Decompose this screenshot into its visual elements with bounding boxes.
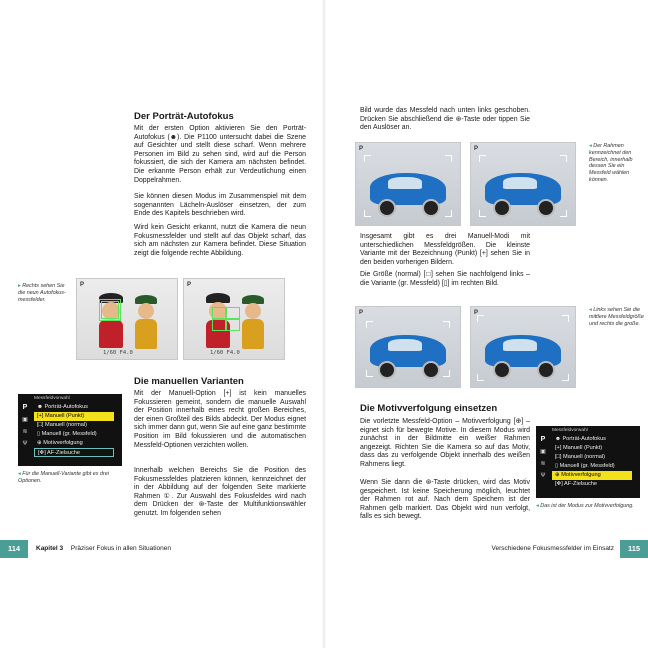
mode-badge: P: [474, 310, 479, 316]
para-manual-2: Innerhalb welchen Bereichs Sie die Position des Fokusmessfeldes platzieren können, kennzeichnet der in der Abbildung auf der folgenden Seite markierte Rahmen ①. Zur Auswahl des Fokusfeldes wird nach dem Drücken der ⊛-Taste der Multifunktionswähler genutzt. Im folgenden sehen: [134, 467, 306, 517]
menu-item-manual-wide[interactable]: ▯ Manuell (gr. Messfeld): [555, 463, 615, 469]
caption-field-sizes: ◂ Links sehen Sie die mittlere Messfeldgröße und rechts die große.: [589, 307, 644, 327]
mode-badge: P: [474, 146, 479, 152]
af-area-menu: [18, 394, 122, 466]
af-field: [226, 319, 240, 331]
photo-car-1: [355, 142, 461, 226]
mode-badge: P: [80, 282, 85, 288]
af-area-menu-tracking: [536, 426, 640, 498]
af-field: [212, 319, 226, 331]
caption-manual-options: ◂ Für die Manuell-Variante gibt es drei Optionen.: [18, 471, 109, 484]
footer-right: [484, 540, 614, 558]
exif-readout: 1/60 F4.0: [210, 350, 240, 356]
mode-badge: P: [359, 146, 364, 152]
menu-item-target-finding[interactable]: [✥] AF-Zielsuche: [555, 481, 597, 487]
para-sizes: Die Größe (normal) [□] sehen Sie nachfolgend links – die Variante (gr. Messfeld) [▯] im rechten Bild.: [360, 271, 530, 287]
para-tracking-1: Die vorletzte Messfeld-Option – Motivverfolgung [⊕] – eignet sich für bewegte Motive. In diesem Modus wird zunächst in der Bildmitte ein weißer Rahmen angezeigt. Richten Sie die Kamera so auf das Motiv, dass das zu verfolgende Objekt innerhalb des weißen Rahmens liegt.: [360, 418, 530, 468]
face-frame-outer: [99, 299, 121, 321]
footer-title: Präziser Fokus in allen Situationen: [70, 545, 171, 552]
heading-manual-variants: Die manuellen Varianten: [134, 376, 244, 387]
caption-marker-icon: ◂: [18, 471, 23, 477]
wrench-icon: Ψ: [22, 441, 28, 447]
photo-dolls-face-detect: [76, 278, 178, 360]
footer-chapter: Kapitel 3: [36, 545, 64, 552]
menu-item-subject-tracking[interactable]: ⊕ Motivverfolgung: [552, 471, 632, 480]
menu-item-manual-normal[interactable]: [□] Manuell (normal): [37, 422, 88, 428]
heading-portrait-af: Der Porträt-Autofokus: [134, 111, 234, 122]
menu-item-manual-spot[interactable]: [+] Manuell (Punkt): [34, 412, 114, 421]
menu-item-portrait-af[interactable]: ☻ Porträt-Autofokus: [555, 436, 606, 442]
caption-af-fields: ▸ Rechts sehen Sie die neun Autofokus-messfelder.: [18, 283, 66, 303]
page-number-left: 114: [0, 540, 28, 558]
para-portrait-3: Wird kein Gesicht erkannt, nutzt die Kamera die neun Fokusmessfelder und stellt auf das Objekt scharf, das sich am nächsten zur Kamera befindet. Diese Situation zeigt die folgende rechte Abbildung.: [134, 224, 306, 257]
menu-item-manual-spot[interactable]: [+] Manuell (Punkt): [555, 445, 603, 451]
page-number-right: 115: [620, 540, 648, 558]
menu-side-icons: [536, 434, 550, 482]
af-field: [226, 307, 240, 319]
footer-left: [36, 540, 171, 558]
caption-tracking-mode: ◂ Das ist der Modus zur Motivverfolgung.: [536, 503, 634, 509]
para-manual-1: Mit der Manuell-Option [+] ist kein manuelles Fokussieren gemeint, sondern die manuelle Auswahl der Position innerhalb eines recht großen Bereiches, der einen Großteil des Bilds abdeckt. Der Modus eignet sich immer dann gut, wenn Sie auf eine ganz bestimmte Position im Bild fokussieren und die automatischen Messfeld-Optionen verzichten wollen.: [134, 390, 306, 449]
menu-title: Messfeldvorwahl: [552, 428, 588, 433]
menu-item-manual-wide[interactable]: ▯ Manuell (gr. Messfeld): [37, 431, 97, 437]
para-portrait-1: Mit der ersten Option aktivieren Sie den Porträt-Autofokus (☻). Die P1100 untersucht dabei die Szene auf Gesichter und stellt diese scharf. Wenn mehrere Personen im Bild zu sehen sind, wird auf die Person fokussiert, die sich der Kamera am nächsten befindet. Die erkannte Person erhält zur Verdeutlichung einen Doppelrahmen.: [134, 125, 306, 184]
menu-title: Messfeldvorwahl: [34, 396, 70, 401]
wireless-icon: ≋: [540, 461, 546, 467]
camera-icon: ▣: [540, 449, 546, 455]
caption-marker-icon: ◂: [536, 503, 541, 509]
wireless-icon: ≋: [22, 429, 28, 435]
camera-icon: ▣: [22, 417, 28, 423]
photo-car-2: [470, 142, 576, 226]
menu-item-portrait-af[interactable]: ☻ Porträt-Autofokus: [37, 404, 88, 410]
heading-subject-tracking: Die Motivverfolgung einsetzen: [360, 403, 498, 414]
photo-car-3: [355, 306, 461, 388]
caption-marker-icon: ◂: [589, 307, 594, 313]
footer-title: Verschiedene Fokusmessfelder im Einsatz: [491, 545, 614, 552]
caption-frame-area: ◂ Der Rahmen kennzeichnet den Bereich, innerhalb dessen Sie ein Messfeld wählen können.: [589, 143, 633, 183]
mode-badge: P: [187, 282, 192, 288]
menu-item-subject-tracking[interactable]: ⊕ Motivverfolgung: [37, 440, 83, 446]
p-mode-icon: P: [22, 404, 28, 411]
para-portrait-2: Sie können diesen Modus im Zusammenspiel mit dem sogenannten Lächeln-Auslöser einsetzen, der zum Ende des Kapitels beschrieben wird.: [134, 193, 306, 218]
menu-side-icons: [18, 402, 32, 450]
caption-marker-icon: ▸: [18, 283, 23, 289]
p-mode-icon: P: [540, 436, 546, 443]
para-manual-modes: Insgesamt gibt es drei Manuell-Modi mit unterschiedlichen Messfeldgrößen. Die kleinste Variante mit der Bezeichnung (Punkt) [+] sehen Sie in den beiden vorherigen Bildern.: [360, 233, 530, 266]
wrench-icon: Ψ: [540, 473, 546, 479]
caption-marker-icon: ◂: [589, 143, 594, 149]
para-tracking-2: Wenn Sie dann die ⊛-Taste drücken, wird das Motiv gespeichert. Ist keine Speicherung möglich, leuchtet der Rahmen rot auf. Nach dem Speichern ist der Rahmen gelb markiert. Das Objekt wird nun verfolgt, falls es sich bewegt.: [360, 479, 530, 521]
para-continued: Bild wurde das Messfeld nach unten links geschoben. Drücken Sie abschließend die ⊛-Taste oder tippen Sie den Auslöser an.: [360, 107, 530, 132]
af-field: [212, 307, 226, 319]
photo-car-4: [470, 306, 576, 388]
menu-item-target-finding[interactable]: [✥] AF-Zielsuche: [34, 448, 114, 457]
right-page: [324, 0, 648, 648]
photo-dolls-nine-fields: [183, 278, 285, 360]
mode-badge: P: [359, 310, 364, 316]
exif-readout: 1/60 F4.0: [103, 350, 133, 356]
menu-item-manual-normal[interactable]: [□] Manuell (normal): [555, 454, 606, 460]
